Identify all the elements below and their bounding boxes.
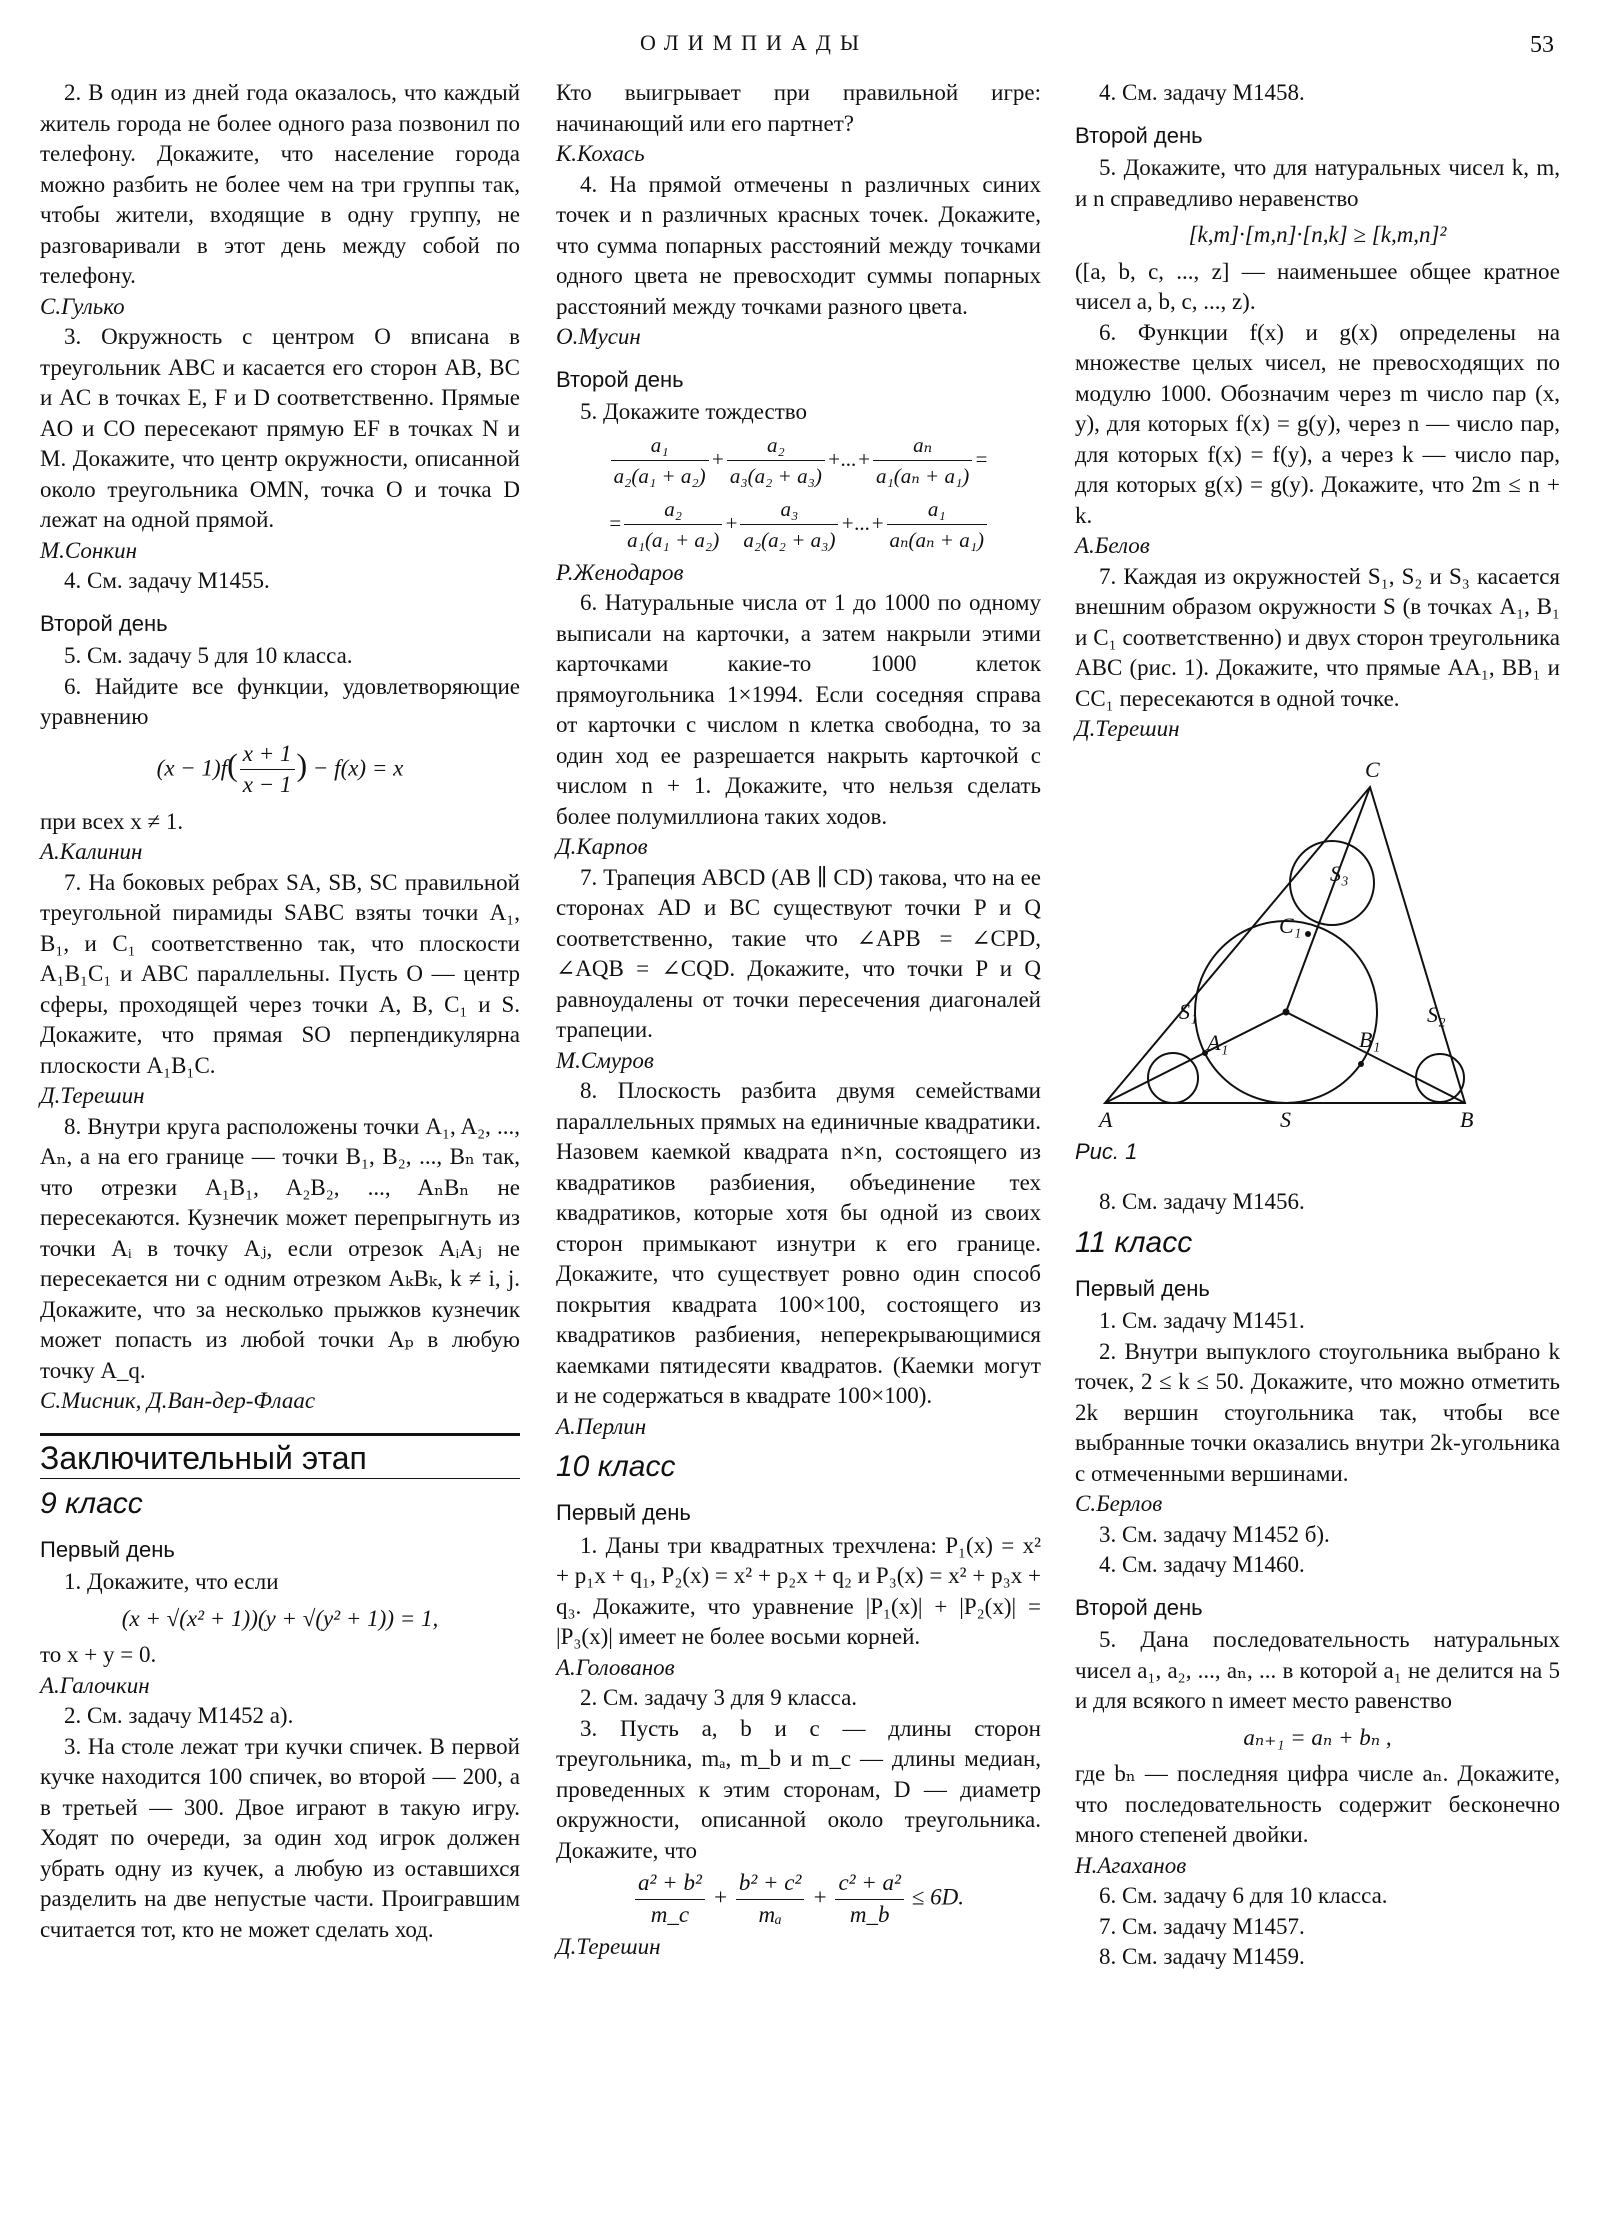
fraction xyxy=(240,739,295,801)
label-b1: B₁ xyxy=(1359,1026,1381,1052)
denominator: m_b xyxy=(849,1901,890,1927)
problem-text: 1. См. задачу М1451. xyxy=(1099,1308,1305,1333)
fraction xyxy=(873,430,972,492)
problem-author: Р.Женодаров xyxy=(556,559,684,585)
denominator: m_c xyxy=(650,1901,690,1927)
problem-author: М.Сонкин xyxy=(40,537,137,563)
problem-text: 7. См. задачу М1457. xyxy=(1099,1913,1305,1939)
section-heading: Заключительный этап xyxy=(40,1433,520,1479)
problem-text: 2. Внутри выпуклого стоугольника выбрано k точек, 2 ≤ k ≤ 50. Докажите, что можно отметить 2k вершин стоугольника так, чтобы все выбранные точки оказались внутри 2k-угольника с отмеченными вершинами. xyxy=(1075,1338,1560,1486)
problem-text: 5. Докажите, что для натуральных чисел k, m, и n справедливо неравенство xyxy=(1075,155,1560,211)
fraction xyxy=(736,1868,805,1930)
figure-1 xyxy=(1075,751,1545,1131)
formula-part: − f(x) = x xyxy=(307,754,404,780)
column-right xyxy=(1075,78,1560,1973)
numerator: a₁ xyxy=(887,494,987,526)
day-heading: Второй день xyxy=(1075,1594,1203,1620)
problem-text: 5. См. задачу 5 для 10 класса. xyxy=(64,643,353,668)
problem-text: 4. На прямой отмечены n различных синих точек и n различных красных точек. Докажите, что сумма попарных расстояний между точками одного цвета не превосходит суммы попарных расстояний между точками разного цвета. xyxy=(556,171,1041,319)
denominator: a₁(a₁ + a₂) xyxy=(627,528,720,552)
denominator: a₂(a₂ + a₃) xyxy=(743,528,836,552)
identity-line-1 xyxy=(556,430,1041,492)
operator: = xyxy=(607,510,623,535)
problem-text: то x + y = 0. xyxy=(40,1642,157,1667)
problem-author: А.Перлин xyxy=(556,1413,647,1439)
page-header xyxy=(0,30,1600,70)
denominator: mₐ xyxy=(758,1901,782,1927)
problem-text: 8. Плоскость разбита двумя семействами параллельных прямых на единичные квадратики. Назовем каемкой квадрата n×n, состоящего из квадратиков разбиения, объединение тех квадратиков, которые хотя бы одной из своих сторон примыкают изнутри к его границе. Докажите, что существует ровно один способ покрытия квадрата 100×100, состоящего из квадратиков разбиения, неперекрывающимися каемками пятидесяти квадратов. (Каемки могут и не содержаться в квадрате 100×100). xyxy=(556,1078,1041,1408)
problem-text: 6. Натуральные числа от 1 до 1000 по одному выписали на карточки, а затем накрыли этими карточками какие-то 1000 клеток прямоугольника 1×1994. Если соседняя справа от карточки с числом n клетка свободна, то за один ход ее разрешается накрыть карточкой с числом n + 1. Докажите, что нельзя сделать более полумиллиона таких ходов. xyxy=(556,590,1041,829)
problem-text: 4. См. задачу М1460. xyxy=(1099,1552,1305,1577)
grade-heading: 10 класс xyxy=(556,1450,676,1483)
problem-text: 2. См. задачу 3 для 9 класса. xyxy=(580,1685,858,1710)
label-s3: S₃ xyxy=(1330,860,1349,886)
numerator: x + 1 xyxy=(240,739,295,771)
problem-text: 8. Внутри круга расположены точки A₁, A₂, ..., Aₙ, а на его границе — точки B₁, B₂, ..., Bₙ так, что отрезки A₁B₁, A₂B₂, ..., AₙBₙ не пересекаются. Кузнечик может перепрыгнуть из точки Aᵢ в точку Aⱼ, если отрезок AᵢAⱼ не пересекается ни с одним отрезком AₖBₖ, k ≠ i, j. Докажите, что за несколько прыжков кузнечик может попасть из любой точки Aₚ в любую точку A_q. xyxy=(40,1113,520,1383)
column-middle xyxy=(556,78,1041,1963)
label-a1: A₁ xyxy=(1207,1029,1229,1055)
problem-text: 2. См. задачу М1452 а). xyxy=(64,1703,294,1728)
problem-text: 6. См. задачу 6 для 10 класса. xyxy=(1099,1883,1388,1908)
label-s2: S₂ xyxy=(1427,1001,1446,1027)
numerator: c² + a² xyxy=(835,1868,904,1900)
inequality: $\frac{\text{a² + b²}}{m\_c}$ + $\frac{\text{b² + c²}}{\text{mₐ}}$ + $\frac{\text{c² + a²}}{m\_b}$ ≤ 6D. xyxy=(556,1868,1041,1930)
operator: = xyxy=(974,446,989,471)
problem-text: где bₙ — последняя цифра числе aₙ. Докажите, что последовательность содержит бесконечно много степеней двойки. xyxy=(1075,1761,1560,1847)
denominator: a₂(a₁ + a₂) xyxy=(613,464,706,488)
numerator: a₁ xyxy=(611,430,709,462)
operator: +...+ xyxy=(826,446,871,471)
formula: (x + √(x² + 1))(y + √(y² + 1)) = 1, xyxy=(121,1605,439,1631)
formula: aₙ₊₁ = aₙ + bₙ , xyxy=(1243,1724,1392,1750)
problem-author: А.Калинин xyxy=(40,839,143,864)
formula: [k,m]·[m,n]·[n,k] ≥ [k,m,n]² xyxy=(1188,222,1447,247)
formula-part: (x − 1)f xyxy=(156,754,228,780)
label-b: B xyxy=(1460,1106,1474,1131)
label-s1: S₁ xyxy=(1179,998,1198,1024)
numerator: a₂ xyxy=(624,494,722,526)
problem-author: А.Голованов xyxy=(556,1654,675,1680)
day-heading: Второй день xyxy=(40,610,168,636)
problem-text: 7. Трапеция ABCD (AB ∥ CD) такова, что на ее сторонах AD и BC существуют точки P и Q соответственно, такие что ∠APB = ∠CPD, ∠AQB = ∠CQD. Докажите, что точки P и Q равноудалены от точки пересечения диагоналей трапеции. xyxy=(556,864,1041,1042)
problem-text: 1. Докажите, что если xyxy=(64,1569,279,1594)
problem-text: 5. Дана последовательность натуральных чисел a₁, a₂, ..., aₙ, ... в которой a₁ не делится на 5 и для всякого n имеет место равенство xyxy=(1075,1627,1560,1713)
problem-text: 6. Найдите все функции, удовлетворяющие уравнению xyxy=(40,673,520,729)
problem-text: 3. См. задачу М1452 б). xyxy=(1099,1521,1330,1547)
problem-text: 8. См. задачу М1459. xyxy=(1099,1944,1305,1969)
operator: + xyxy=(710,446,725,471)
problem-author: С.Мисник, Д.Ван-дер-Флаас xyxy=(40,1388,316,1413)
problem-author: К.Кохась xyxy=(556,141,645,166)
point-c1 xyxy=(1305,931,1311,937)
functional-equation: (x − 1)f( $\frac{x + 1}{x - 1}$ ) − f(x) = x xyxy=(40,739,520,801)
numerator: b² + c² xyxy=(736,1868,805,1900)
problem-author: О.Мусин xyxy=(556,324,641,349)
figure-caption: Рис. 1 xyxy=(1075,1138,1138,1164)
problem-author: С.Гулько xyxy=(40,293,125,319)
problem-text: 7. Каждая из окружностей S₁, S₂ и S₃ касается внешним образом окружности S (в точках A₁, B₁ и C₁ соответственно) и двух сторон треугольника ABC (рис. 1). Докажите, что прямые AA₁, BB₁ и CC₁ пересекаются в одной точке. xyxy=(1075,563,1560,711)
fraction xyxy=(611,430,709,492)
operator: +...+ xyxy=(840,510,885,535)
day-heading: Второй день xyxy=(556,366,684,392)
cevian-cc1 xyxy=(1286,787,1370,1012)
problem-text: 4. См. задачу М1455. xyxy=(64,568,270,593)
running-title: ОЛИМПИАДЫ xyxy=(640,30,869,55)
problem-text: 5. Докажите тождество xyxy=(580,399,807,424)
fraction xyxy=(727,430,825,492)
fraction xyxy=(835,1868,904,1930)
problem-text: 4. См. задачу М1458. xyxy=(1099,80,1305,105)
problem-author: Д.Терешин xyxy=(1075,716,1180,741)
problem-author: Н.Агаханов xyxy=(1075,1852,1187,1878)
problem-text: 6. Функции f(x) и g(x) определены на множестве целых чисел, не превосходящих по модулю 1000. Обозначим через m число пар (x, y), для которых f(x) = g(y), через n — число пар, для которых f(x) = f(y), а через k — число пар, для которых g(x) = g(y). Докажите, что 2m ≤ n + k. xyxy=(1075,319,1560,528)
problem-text: 8. См. задачу М1456. xyxy=(1099,1189,1305,1214)
denominator: a₁(aₙ + a₁) xyxy=(875,464,970,488)
problem-text: Кто выигрывает при правильной игре: начинающий или его партнет? xyxy=(556,80,1041,136)
problem-author: М.Смуров xyxy=(556,1047,654,1073)
problem-text: 3. Окружность с центром O вписана в треугольник ABC и касается его сторон AB, BC и AC в точках E, F и D соответственно. Прямые AO и CO пересекают прямую EF в точках N и M. Докажите, что центр окружности, описанной около треугольника OMN, точка O и точка D лежат на одной прямой. xyxy=(40,324,520,532)
denominator: x − 1 xyxy=(242,772,292,797)
label-c: C xyxy=(1365,756,1380,782)
fraction xyxy=(740,494,838,556)
fraction xyxy=(635,1868,705,1930)
problem-author: Д.Терешин xyxy=(40,1083,145,1108)
problem-author: Д.Карпов xyxy=(556,834,648,859)
problem-text: при всех x ≠ 1. xyxy=(40,808,184,834)
center-point xyxy=(1283,1008,1290,1015)
page-number: 53 xyxy=(1530,32,1554,58)
fraction xyxy=(624,494,722,556)
problem-author: С.Берлов xyxy=(1075,1491,1163,1516)
formula-part: ≤ 6D. xyxy=(911,1884,964,1910)
identity-line-2 xyxy=(556,494,1041,556)
numerator: aₙ xyxy=(873,430,972,462)
label-c1: C₁ xyxy=(1279,912,1302,938)
problem-text: 7. На боковых ребрах SA, SB, SC правильной треугольной пирамиды SABC взяты точки A₁, B₁, и C₁ соответственно так, что плоскости A₁B₁C₁ и ABC параллельны. Пусть O — центр сферы, проходящей через точки A, B, C₁ и S. Докажите, что прямая SO перпендикулярна плоскости A₁B₁C. xyxy=(40,869,520,1078)
label-a: A xyxy=(1099,1106,1113,1131)
problem-author: А.Белов xyxy=(1075,533,1150,558)
operator: + xyxy=(724,510,739,535)
label-s: S xyxy=(1280,1106,1291,1131)
problem-text: ([a, b, c, ..., z] — наименьшее общее кратное чисел a, b, c, ..., z). xyxy=(1075,258,1560,314)
day-heading: Первый день xyxy=(1075,1275,1210,1301)
problem-text: 1. Даны три квадратных трехчлена: P₁(x) = x² + p₁x + q₁, P₂(x) = x² + p₂x + q₂ и P₃(x) = x² + p₃x + q₃. Докажите, что уравнение |P₁(x)| + |P₂(x)| = |P₃(x)| имеет не более восьми корней. xyxy=(556,1532,1041,1649)
problem-author: А.Галочкин xyxy=(40,1672,150,1698)
problem-text: 3. На столе лежат три кучки спичек. В первой кучке находится 100 спичек, во второй — 200, а в третьей — 300. Двое играют в такую игру. Ходят по очереди, за один ход игрок должен убрать одну из кучек, а любую из оставшихся разделить на две непустые части. Проигравшим считается тот, кто не может сделать ход. xyxy=(40,1733,520,1942)
fraction xyxy=(887,494,987,556)
grade-heading: 11 класс xyxy=(1075,1225,1193,1259)
problem-text: 2. В один из дней года оказалось, что каждый житель города не более одного раза позвонил по телефону. Докажите, что население города можно разбить не более чем на три группы так, чтобы жители, входящие в одну группу, не разговаривали в этот день между собой по телефону. xyxy=(40,80,520,288)
numerator: a₃ xyxy=(740,494,838,526)
triangle-abc xyxy=(1105,787,1465,1103)
numerator: a² + b² xyxy=(635,1868,705,1900)
denominator: aₙ(aₙ + a₁) xyxy=(889,528,985,552)
grade-heading: 9 класс xyxy=(40,1486,143,1520)
column-left xyxy=(40,78,520,1945)
day-heading: Второй день xyxy=(1075,122,1203,148)
day-heading: Первый день xyxy=(40,1536,175,1562)
day-heading: Первый день xyxy=(556,1500,691,1525)
problem-author: Д.Терешин xyxy=(556,1934,661,1959)
point-b1 xyxy=(1358,1061,1364,1067)
numerator: a₂ xyxy=(727,430,825,462)
problem-text: 3. Пусть a, b и c — длины сторон треугольника, mₐ, m_b и m_c — длины медиан, проведенных к этим сторонам, D — диаметр окружности, описанной около треугольника. Докажите, что xyxy=(556,1715,1041,1863)
denominator: a₃(a₂ + a₃) xyxy=(729,464,822,488)
